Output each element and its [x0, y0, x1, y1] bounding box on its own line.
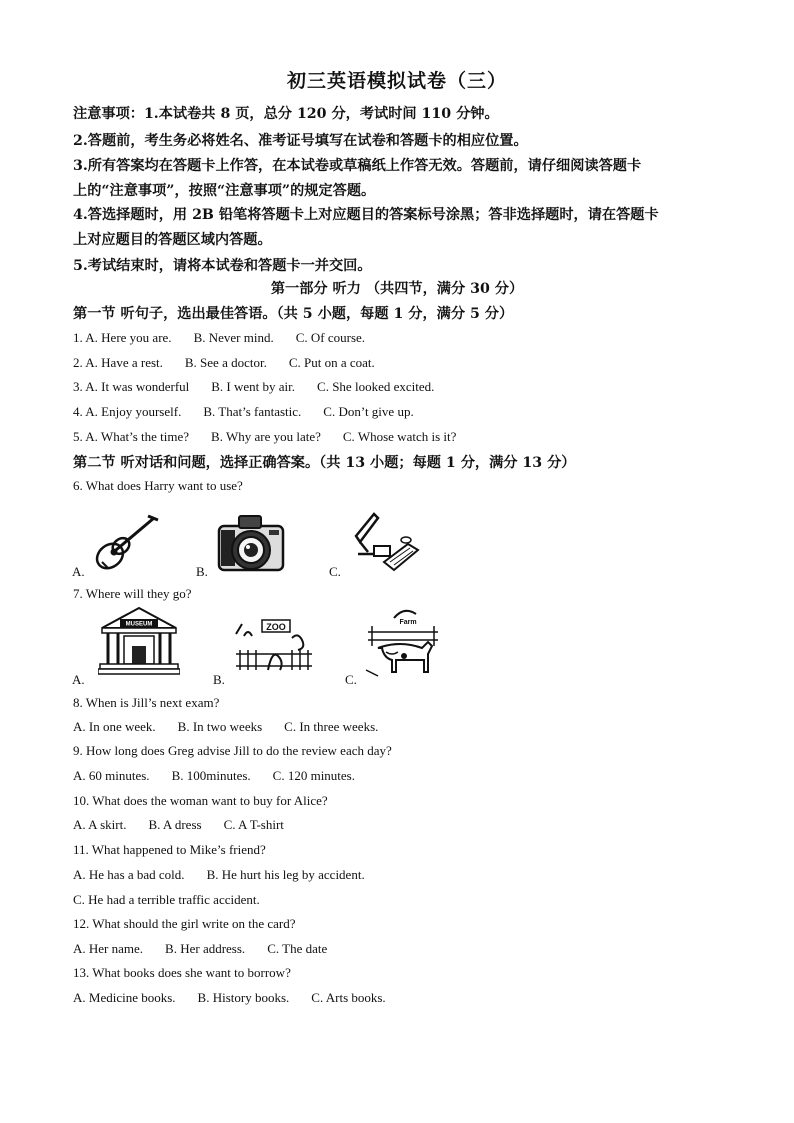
option-b: B. In two weeks	[177, 719, 263, 734]
option-a: 4. A. Enjoy yourself.	[73, 404, 182, 419]
question-8: 8. When is Jill’s next exam?	[73, 695, 220, 710]
zoo-sign: ZOO	[266, 622, 286, 632]
question-6: 6. What does Harry want to use?	[73, 478, 243, 493]
question-11-options	[73, 867, 387, 883]
question-13-options	[73, 990, 408, 1006]
option-a: 1. A. Here you are.	[73, 330, 172, 345]
option-c: C. She looked excited.	[317, 379, 435, 394]
section1-heading: 第一节 听句子，选出最佳答语。（共 5 小题，每题 1 分，满分 5 分）	[73, 306, 514, 322]
option-c: C. Whose watch is it?	[342, 429, 457, 444]
notice-line-5: 4.答选择题时，用 2B 铅笔将答题卡上对应题目的答案标号涂黑；答非选择题时，请在答题卡	[73, 207, 659, 223]
option-a: A. In one week.	[73, 719, 156, 734]
option-a: A. A skirt.	[73, 817, 127, 832]
notice-line-6: 上对应题目的答题区域内答题。	[73, 232, 272, 248]
computer-icon	[350, 510, 420, 572]
option-a: 5. A. What’s the time?	[73, 429, 190, 444]
notice-line-3: 3.所有答案均在答题卡上作答，在本试卷或草稿纸上作答无效。答题前，请仔细阅读答题卡	[73, 158, 642, 174]
farm-sign: Farm	[399, 619, 417, 626]
option-a: A. 60 minutes.	[73, 768, 150, 783]
option-a: A. Her name.	[73, 941, 144, 956]
question-12-options	[73, 941, 349, 957]
option-c: C. Put on a coat.	[288, 355, 375, 370]
option-c: C. In three weeks.	[284, 719, 379, 734]
option-c: C. Don’t give up.	[323, 404, 414, 419]
option-c: C. Of course.	[295, 330, 366, 345]
museum-sign: MUSEUM	[125, 621, 153, 628]
option-b: B. I went by air.	[211, 379, 296, 394]
q6-label-c: C.	[329, 564, 341, 579]
option-b: B. That’s fantastic.	[203, 404, 302, 419]
option-c: C. The date	[267, 941, 328, 956]
option-b: B. See a doctor.	[184, 355, 267, 370]
part1-heading: 第一部分 听力 （共四节，满分 30 分）	[270, 281, 524, 297]
question-12: 12. What should the girl write on the card?	[73, 916, 296, 931]
question-7: 7. Where will they go?	[73, 586, 192, 601]
option-b: B. History books.	[197, 990, 290, 1005]
option-b: B. He hurt his leg by accident.	[206, 867, 365, 882]
option-b: B. A dress	[148, 817, 202, 832]
q6-label-b: B.	[196, 564, 208, 579]
notice-line-7: 5.考试结束时，请将本试卷和答题卡一并交回。	[73, 258, 372, 274]
question-10-options	[73, 817, 306, 833]
question-11: 11. What happened to Mike’s friend?	[73, 842, 266, 857]
option-c: C. Arts books.	[311, 990, 386, 1005]
option-b: B. 100minutes.	[171, 768, 251, 783]
question-2	[73, 355, 397, 371]
question-9: 9. How long does Greg advise Jill to do the review each day?	[73, 743, 392, 758]
option-a: A. Medicine books.	[73, 990, 176, 1005]
option-a: A. He has a bad cold.	[73, 867, 185, 882]
q6-label-a: A.	[72, 564, 85, 579]
notice-line-4: 上的“注意事项”，按照“注意事项”的规定答题。	[73, 183, 376, 199]
question-8-options	[73, 719, 400, 735]
guitar-icon	[88, 512, 160, 572]
option-b: B. Her address.	[165, 941, 246, 956]
question-5	[73, 429, 478, 445]
section2-heading: 第二节 听对话和问题，选择正确答案。（共 13 小题；每题 1 分，满分 13 分）	[73, 455, 576, 471]
question-3	[73, 379, 456, 395]
question-13: 13. What books does she want to borrow?	[73, 965, 291, 980]
option-b: B. Why are you late?	[211, 429, 321, 444]
option-b: B. Never mind.	[193, 330, 274, 345]
option-c: C. 120 minutes.	[272, 768, 355, 783]
question-11-option-c: C. He had a terrible traffic accident.	[73, 892, 260, 907]
q7-label-c: C.	[345, 672, 357, 687]
page-title: 初三英语模拟试卷（三）	[286, 70, 507, 92]
q7-label-a: A.	[72, 672, 85, 687]
question-10: 10. What does the woman want to buy for Alice?	[73, 793, 328, 808]
notice-line-2: 2.答题前，考生务必将姓名、准考证号填写在试卷和答题卡的相应位置。	[73, 133, 528, 149]
option-a: 3. A. It was wonderful	[73, 379, 190, 394]
camera-icon	[215, 512, 287, 576]
zoo-icon	[232, 614, 316, 674]
option-c: C. A T-shirt	[223, 817, 284, 832]
notice-line-1: 注意事项：1.本试卷共 8 页，总分 120 分，考试时间 110 分钟。	[73, 106, 499, 122]
question-4	[73, 404, 436, 420]
question-9-options	[73, 768, 377, 784]
farm-icon	[364, 606, 442, 678]
museum-icon	[98, 606, 180, 676]
option-a: 2. A. Have a rest.	[73, 355, 163, 370]
question-1	[73, 330, 387, 346]
q7-label-b: B.	[213, 672, 225, 687]
